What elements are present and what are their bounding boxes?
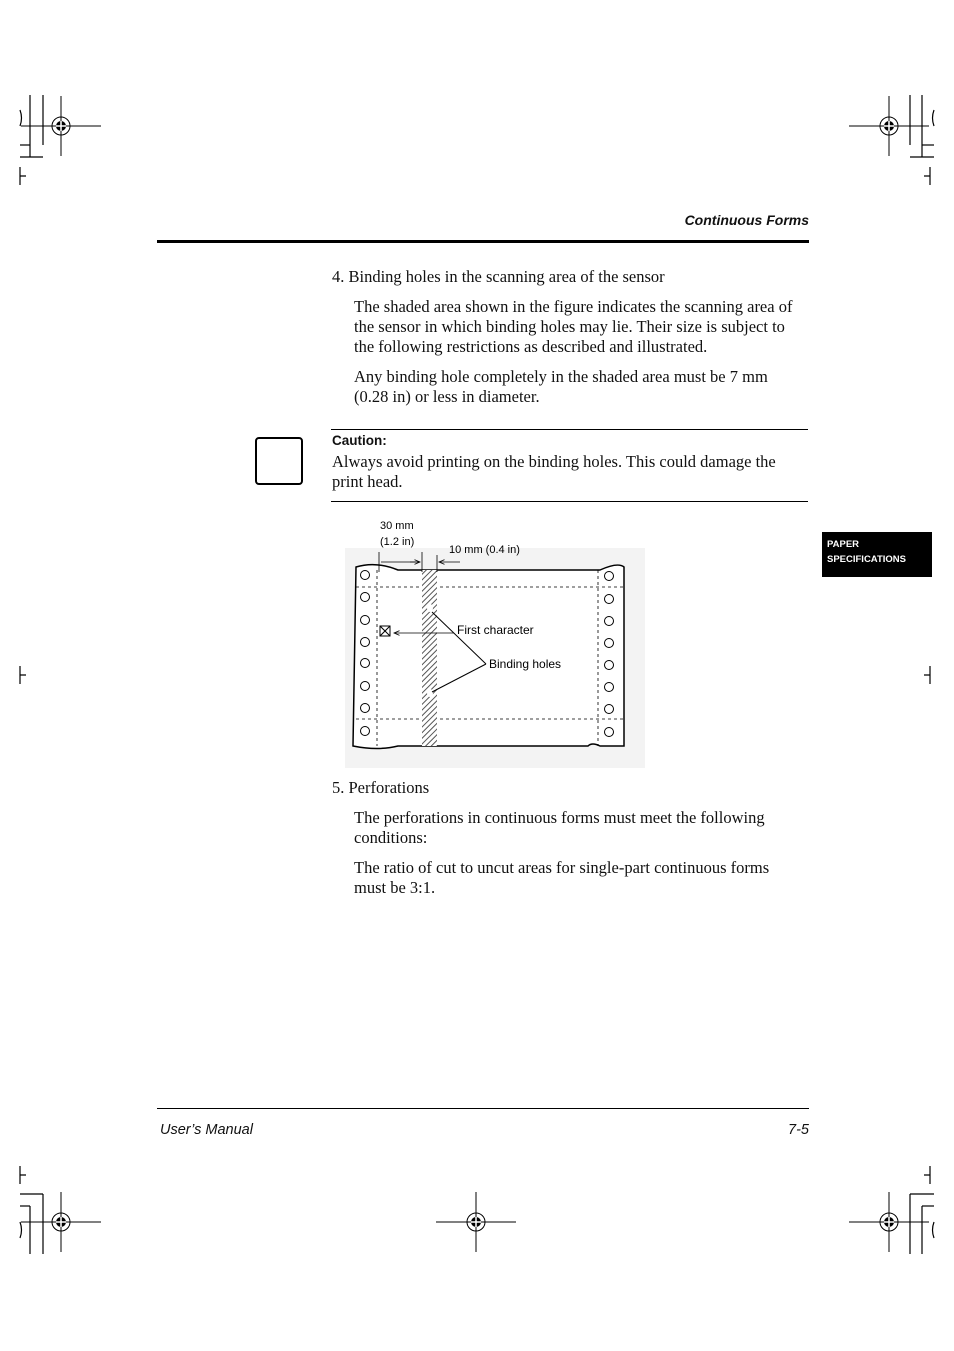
sprocket-hole [605, 639, 614, 648]
text-line: must be 3:1. [354, 878, 436, 897]
sprocket-hole [605, 617, 614, 626]
binding-holes-figure [340, 512, 650, 772]
caution-top-rule [331, 429, 808, 430]
dimension-30mm-label-in: (1.2 in) [380, 536, 415, 548]
binding-holes-label: Binding holes [489, 657, 562, 671]
text-line: the sensor in which binding holes may lie. Their size is subject to [354, 317, 785, 336]
text-line: conditions: [354, 828, 428, 847]
registration-target-bottom-center [436, 1192, 516, 1252]
binding-hole [427, 604, 433, 612]
first-character-marker [380, 626, 390, 636]
sprocket-hole [605, 595, 614, 604]
crop-mark-bottom-left [20, 1166, 43, 1254]
caution-bottom-rule [331, 501, 808, 502]
page-number: 7-5 [788, 1122, 809, 1138]
registration-target-bottom-left [21, 1192, 101, 1252]
text-line: The perforations in continuous forms must meet the following [354, 808, 765, 827]
crop-mark-bottom-right [910, 1166, 934, 1254]
caution-label: Caution: [332, 433, 387, 448]
item-4-paragraph-1 [354, 297, 792, 357]
sprocket-hole [605, 661, 614, 670]
sprocket-hole [361, 659, 370, 668]
sprocket-hole [605, 572, 614, 581]
sprocket-hole [361, 704, 370, 713]
text-line: The ratio of cut to uncut areas for single-part continuous forms [354, 858, 770, 877]
sprocket-hole [361, 616, 370, 625]
text-line: The shaded area shown in the figure indicates the scanning area of [354, 297, 793, 316]
footer-manual-title: User’s Manual [160, 1122, 253, 1138]
section-tab [822, 532, 932, 577]
dimension-10mm-label: 10 mm (0.4 in) [449, 544, 520, 556]
text-line: the following restrictions as described and illustrated. [354, 337, 708, 356]
sprocket-hole [361, 593, 370, 602]
dimension-30mm-label: 30 mm [380, 520, 414, 532]
registration-target-top-left [21, 96, 101, 156]
sprocket-hole [361, 638, 370, 647]
running-header: Continuous Forms [684, 212, 809, 228]
caution-text [332, 452, 776, 492]
footer-rule [157, 1108, 809, 1109]
text-line: print head. [332, 472, 403, 491]
header-rule [157, 240, 809, 243]
sprocket-hole [605, 705, 614, 714]
section-tab-line: SPECIFICATIONS [827, 554, 906, 565]
sprocket-hole [605, 683, 614, 692]
registration-target-top-right [849, 96, 929, 156]
scanning-area-shaded [422, 570, 437, 746]
sprocket-hole [605, 728, 614, 737]
text-line: (0.28 in) or less in diameter. [354, 387, 540, 406]
section-tab-line: PAPER [827, 539, 860, 550]
item-5-paragraph-1 [354, 808, 765, 848]
item-5-paragraph-2 [354, 858, 769, 898]
text-line: Always avoid printing on the binding holes. This could damage the [332, 452, 776, 471]
text-line: Any binding hole completely in the shaded area must be 7 mm [354, 367, 768, 386]
sprocket-hole [361, 727, 370, 736]
side-mark-left [20, 666, 26, 684]
sprocket-hole [361, 571, 370, 580]
crop-mark-top-left [20, 95, 43, 185]
item-4-heading: 4. Binding holes in the scanning area of the sensor [332, 267, 665, 286]
first-character-label: First character [457, 623, 534, 637]
item-5-heading: 5. Perforations [332, 778, 430, 797]
sprocket-hole [361, 682, 370, 691]
registration-target-bottom-right [849, 1192, 929, 1252]
crop-mark-top-right [910, 95, 934, 185]
caution-icon [255, 437, 303, 485]
item-4-paragraph-2 [354, 367, 768, 407]
side-mark-right [924, 666, 930, 684]
binding-hole [427, 689, 433, 697]
